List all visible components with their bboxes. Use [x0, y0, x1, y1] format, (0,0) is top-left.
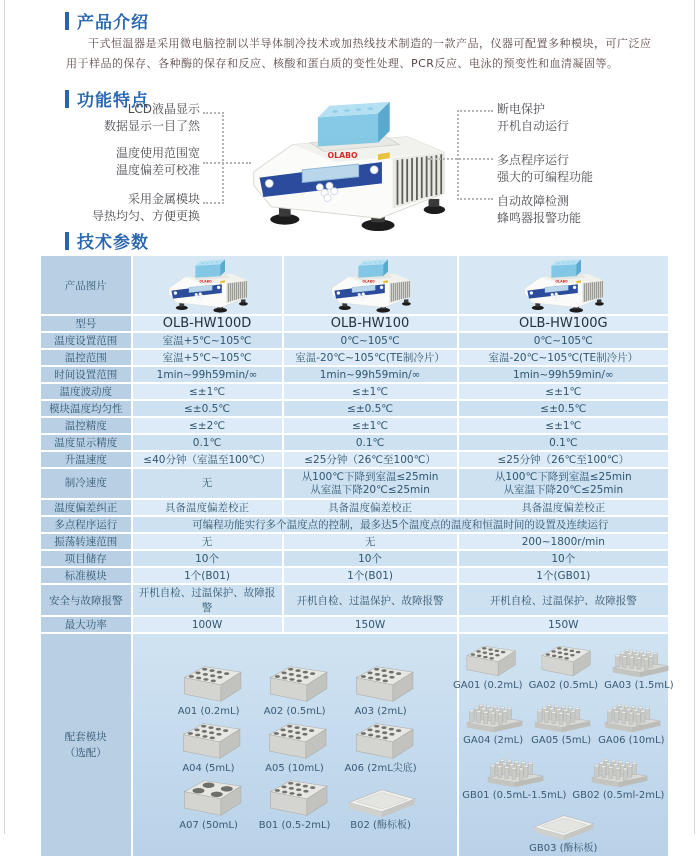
- feature-metal-module: 采用金属模块 导热均匀、方便更换: [91, 192, 200, 223]
- module-item: A05 (10mL): [258, 720, 330, 775]
- module-item: GA06 (10mL): [598, 694, 664, 747]
- module-block-icon: [259, 777, 331, 819]
- leader-line: [457, 198, 493, 200]
- module-tubes-icon: [483, 749, 545, 789]
- module-item: GA04 (2mL): [462, 694, 524, 747]
- module-block-icon: [345, 663, 417, 705]
- module-item: GB02 (0.5ml-2mL): [572, 749, 664, 802]
- module-block-icon: [259, 663, 331, 705]
- feature-fault-detect: 自动故障检测 蜂鸣器报警功能: [497, 194, 582, 225]
- heading-bar: [65, 232, 69, 250]
- module-item: A03 (2mL): [345, 663, 417, 718]
- module-block-icon: [172, 720, 244, 762]
- device-illustration: [230, 96, 462, 232]
- section-heading-specs: [65, 228, 149, 253]
- features-heading-text: 功能特点: [77, 91, 149, 111]
- row-standard-module: 标准模块 1个(B01) 1个(B01) 1个(GB01): [41, 568, 668, 583]
- module-tubes-icon: [530, 694, 592, 734]
- module-item: GA05 (5mL): [530, 694, 592, 747]
- module-tubes-icon: [608, 639, 670, 679]
- leader-line: [203, 112, 224, 114]
- feature-lcd: LCD液晶显示 数据显示一目了然: [103, 102, 200, 133]
- module-item: GB03 (酶标板): [529, 804, 597, 855]
- section-heading-intro: [65, 8, 149, 33]
- specs-heading-text: 技术参数: [77, 233, 149, 253]
- module-item: A01 (0.2mL): [173, 663, 245, 718]
- row-display-accuracy: 温度显示精度 0.1℃ 0.1℃ 0.1℃: [41, 435, 668, 450]
- modules-group-a: [133, 634, 457, 856]
- features-diagram: [0, 96, 698, 236]
- leader-line: [457, 110, 459, 200]
- row-model: 型号 OLB-HW100D OLB-HW100 OLB-HW100G: [41, 316, 668, 331]
- row-safety-alarm: 安全与故障报警 开机自检、过温保护、故障报警 开机自检、过温保护、故障报警 开机自检、过温保护、故障报警: [41, 585, 668, 615]
- modules-group-g: [453, 634, 674, 856]
- row-time-set-range: 时间设置范围 1min~99h59min/∞ 1min~99h59min/∞ 1min~99h59min/∞: [41, 367, 668, 382]
- intro-heading-text: 产品介绍: [77, 13, 149, 33]
- module-block-icon: [173, 663, 245, 705]
- heading-bar: [65, 12, 69, 30]
- module-block-big-icon: [173, 777, 245, 819]
- model-name: OLB-HW100: [284, 316, 457, 331]
- module-block-icon: [258, 720, 330, 762]
- model-name: OLB-HW100G: [459, 316, 668, 331]
- leader-line: [428, 158, 493, 160]
- specs-table: [39, 254, 674, 858]
- row-optional-modules: 配套模块 （选配） A01 (0.2mL) A02 (0.5mL) A03 (2mL) A04 (5mL) A05 (10mL) A06 (2mL尖底) A07 (50mL) B01 (0.5-2mL) B02 (酶标板) GA01 (0.2mL) GA02 (0.5mL) GA03 (1.5mL) GA04 (2mL) GA05 (5mL) GA06 (10mL) GB01 (0.5mL-1.5mL) GB02 (0.5ml-2mL) GB03 (酶标板): [41, 634, 668, 856]
- specs-table-wrap: [39, 254, 672, 858]
- module-plate-icon: [530, 804, 596, 842]
- module-item: A06 (2mL尖底): [344, 720, 416, 775]
- row-oscillation-speed: 振荡转速范围 无 无 200~1800r/min: [41, 534, 668, 549]
- row-deviation-correction: 温度偏差纠正 具备温度偏差校正 具备温度偏差校正 具备温度偏差校正: [41, 500, 668, 515]
- row-product-image: [41, 256, 668, 314]
- product-photo-hw100: [284, 256, 457, 314]
- feature-temp-range: 温度使用范围宽 温度偏差可校准: [115, 146, 200, 177]
- module-item: A02 (0.5mL): [259, 663, 331, 718]
- row-heating-rate: 升温速度 ≤40分钟（室温至100℃） ≤25分钟（26℃至100℃） ≤25分钟（26℃至100℃）: [41, 452, 668, 467]
- module-item: GA02 (0.5mL): [529, 643, 599, 692]
- leader-line: [203, 202, 224, 204]
- leader-line: [222, 112, 224, 204]
- module-block-icon: [532, 643, 594, 679]
- module-item: B01 (0.5-2mL): [259, 777, 331, 832]
- leader-line: [457, 110, 493, 112]
- row-module-uniformity: 模块温度均匀性 ≤±0.5℃ ≤±0.5℃ ≤±0.5℃: [41, 401, 668, 416]
- feature-power-protect: 断电保护 开机自动运行: [497, 102, 570, 133]
- module-item: B02 (酶标板): [345, 777, 417, 832]
- module-item: A04 (5mL): [172, 720, 244, 775]
- module-block-icon: [457, 643, 519, 679]
- leader-line: [203, 162, 251, 164]
- row-multipoint-program: 多点程序运行 可编程功能实行多个温度点的控制，最多达5个温度点的温度和恒温时间的设置及连续运行: [41, 517, 668, 532]
- module-tubes-icon: [462, 694, 524, 734]
- row-program-storage: 项目储存 10个 10个 10个: [41, 551, 668, 566]
- product-photo-hw100g: [459, 256, 668, 314]
- module-item: GB01 (0.5mL-1.5mL): [462, 749, 566, 802]
- row-temp-control-range: 温控范围 室温+5℃~105℃ 室温-20℃~105℃(TE制冷片） 室温-20℃~105℃(TE制冷片）: [41, 350, 668, 365]
- module-block-icon: [345, 720, 417, 762]
- row-control-accuracy: 温控精度 ≤±2℃ ≤±1℃ ≤±1℃: [41, 418, 668, 433]
- product-photo-hw100d: [133, 256, 282, 314]
- row-label: 产品图片: [41, 256, 131, 314]
- module-item: GA03 (1.5mL): [604, 639, 674, 692]
- feature-multipoint: 多点程序运行 强大的可编程功能: [497, 153, 594, 184]
- module-item: A07 (50mL): [173, 777, 245, 832]
- intro-paragraph: 干式恒温器是采用微电脑控制以半导体制冷技术或加热线技术制造的一款产品，仪器可配置多种模块，可广泛应用于样品的保存、各种酶的保存和反应、核酸和蛋白质的变性处理、PCR反应、电泳的预变性和血清凝固等。: [66, 37, 652, 70]
- module-tubes-icon: [600, 694, 662, 734]
- module-item: GA01 (0.2mL): [453, 643, 523, 692]
- module-tubes-icon: [587, 749, 649, 789]
- model-name: OLB-HW100D: [133, 316, 282, 331]
- module-plate-icon: [345, 777, 417, 819]
- row-max-power: 最大功率 100W 150W 150W: [41, 617, 668, 632]
- row-temp-fluctuation: 温度波动度 ≤±1℃ ≤±1℃ ≤±1℃: [41, 384, 668, 399]
- row-cooling-rate: 制冷速度 无 从100℃下降到室温≤25min 从室温下降20℃≤25min 从100℃下降到室温≤25min 从室温下降20℃≤25min: [41, 469, 668, 498]
- row-temp-set-range: 温度设置范围 室温+5℃~105℃ 0℃~105℃ 0℃~105℃: [41, 333, 668, 348]
